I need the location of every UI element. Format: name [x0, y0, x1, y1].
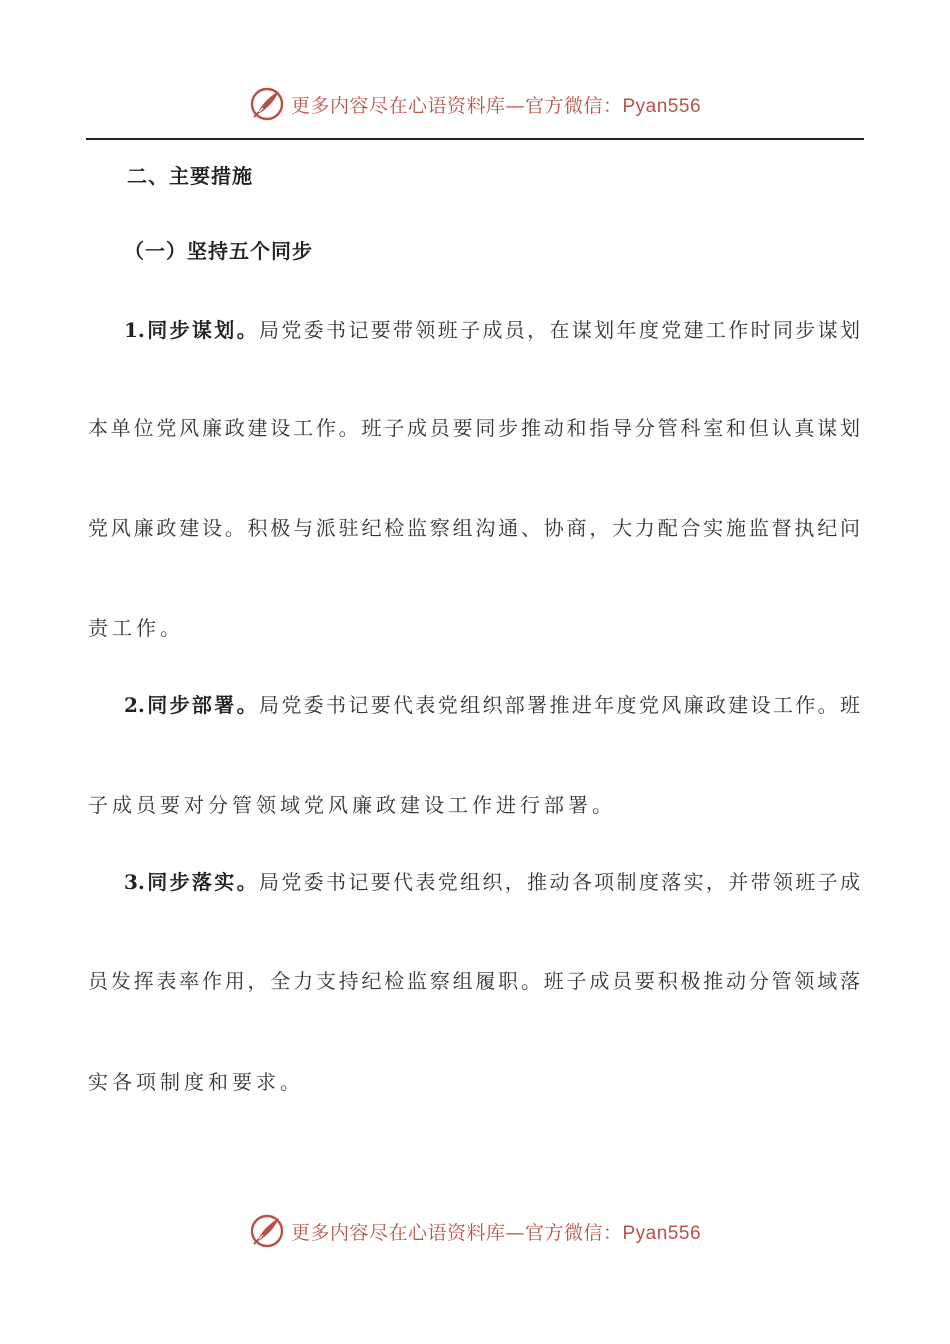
- footer-banner-text: 更多内容尽在心语资料库—官方微信：Pyan556: [290, 1221, 702, 1244]
- item-1-line-1: 1.同步谋划。局党委书记要带领班子成员，在谋划年度党建工作时同步谋划: [124, 318, 860, 342]
- item-1-label: 1.同步谋划。: [124, 318, 259, 342]
- section-title: 二、主要措施: [127, 164, 253, 188]
- footer-banner: [0, 1211, 950, 1251]
- item-2-line-2: 子成员要对分管领域党风廉政建设工作进行部署。: [88, 793, 616, 817]
- header-banner-text: 更多内容尽在心语资料库—官方微信：Pyan556: [290, 94, 702, 117]
- item-3-line-1: 3.同步落实。局党委书记要代表党组织，推动各项制度落实，并带领班子成: [124, 870, 860, 894]
- header-banner: [0, 84, 950, 124]
- quill-pen-logo-icon: [249, 86, 285, 122]
- item-2-label: 2.同步部署。: [124, 693, 259, 717]
- section-subtitle: （一）坚持五个同步: [124, 239, 313, 263]
- item-3-line-3: 实各项制度和要求。: [88, 1070, 304, 1094]
- item-2-line-1: 2.同步部署。局党委书记要代表党组织部署推进年度党风廉政建设工作。班: [124, 693, 860, 717]
- item-1-line-3: 党风廉政建设。积极与派驻纪检监察组沟通、协商，大力配合实施监督执纪问: [88, 516, 860, 540]
- quill-pen-logo-icon: [249, 1213, 285, 1249]
- header-divider: [86, 138, 864, 140]
- item-3-line-2: 员发挥表率作用，全力支持纪检监察组履职。班子成员要积极推动分管领域落: [88, 969, 860, 993]
- header-wechat-id: Pyan556: [622, 95, 702, 117]
- item-1-line-4: 责工作。: [88, 616, 184, 640]
- footer-wechat-id: Pyan556: [622, 1222, 702, 1244]
- item-3-label: 3.同步落实。: [124, 870, 259, 894]
- item-1-line-2: 本单位党风廉政建设工作。班子成员要同步推动和指导分管科室和但认真谋划: [88, 416, 860, 440]
